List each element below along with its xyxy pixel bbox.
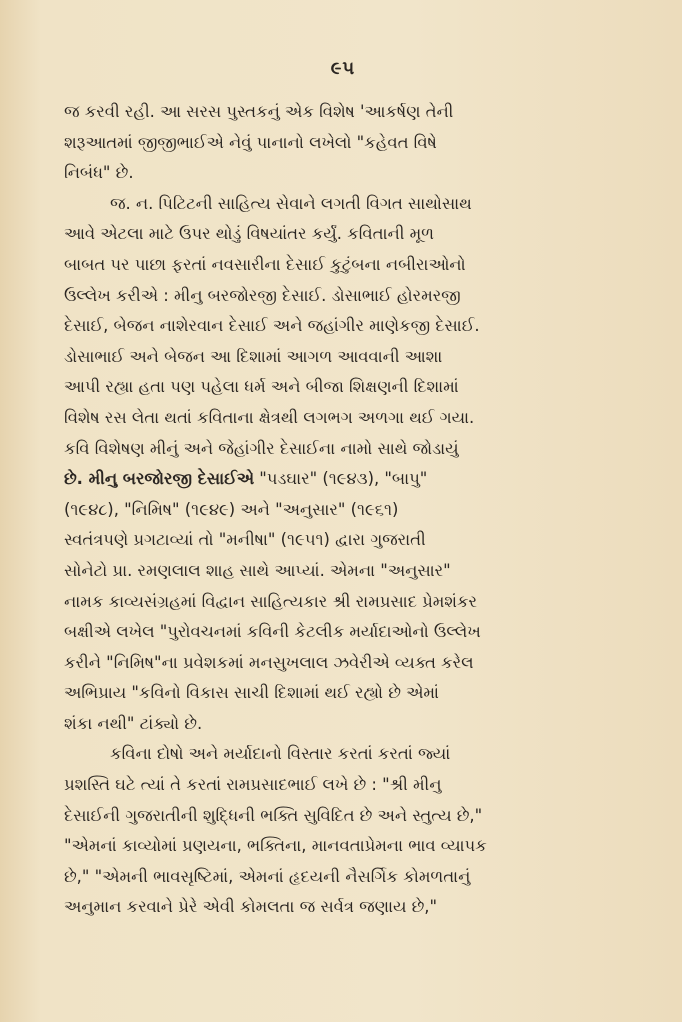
text-line: "એમનાં કાવ્યોમાં પ્રણયના, ભક્તિના, માનવતાપ્રેમના ભાવ વ્યાપક: [64, 836, 487, 856]
text-line: દેસાઈ, બેજન નાશેરવાન દેસાઈ અને જહાંગીર માણેકજી દેસાઈ.: [64, 316, 480, 336]
text-line: કવિ વિશેષણ મીનું અને જેહાંગીર દેસાઈના નામો સાથે જોડાયું: [64, 438, 459, 458]
text-line: શંકા નથી" ટાંક્યો છે.: [64, 713, 203, 733]
text-line: આવે એટલા માટે ઉપર થોડું વિષયાંતર કર્યું. કવિતાની મૂળ: [64, 224, 434, 244]
text-line: અભિપ્રાય "કવિનો વિકાસ સાચી દિશામાં થઈ રહ્યો છે એમાં: [64, 683, 439, 703]
text-line: (૧૯૪૮), "નિમિષ" (૧૯૪૯) અને "અનુસાર" (૧૯૬૧): [64, 499, 399, 519]
text-line: [64, 464, 622, 495]
body-text: [64, 97, 622, 923]
text-line: સોનેટો પ્રા. રમણલાલ શાહ સાથે આપ્યાં. એમના "અનુસાર": [64, 560, 451, 580]
paragraph-2: [64, 189, 622, 740]
text-line: બાબત પર પાછા ફરતાં નવસારીના દેસાઈ કુટુંબના નબીરાઓનો: [64, 254, 466, 274]
text-line: ઉલ્લેખ કરીએ : મીનુ બરજોરજી દેસાઈ. ડોસાભાઈ હોરમરજી: [64, 285, 461, 305]
text-line: કવિના દોષો અને મર્યાદાનો વિસ્તાર કરતાં કરતાં જ્યાં: [110, 744, 451, 764]
text-line: દેસાઈની ગુજરાતીની શુદ્ધિની ભક્તિ સુવિદિત છે અને સ્તુત્ય છે,": [64, 805, 483, 825]
paragraph-1: [64, 97, 622, 189]
text-line: બક્ષીએ લખેલ "પુરોવચનમાં કવિની કેટલીક મર્યાદાઓનો ઉલ્લેખ: [64, 622, 481, 642]
text-line: જ કરવી રહી. આ સરસ પુસ્તકનું એક વિશેષ 'આકર્ષણ તેની: [64, 102, 454, 121]
bold-lead-text: છે. મીનુ બરજોરજી દેસાઈએ: [64, 469, 255, 489]
text-line: આપી રહ્યા હતા પણ પહેલા ધર્મ અને બીજા શિક્ષણની દિશામાં: [64, 377, 459, 397]
text-line: જ. ન. પિટિટની સાહિત્ય સેવાને લગતી વિગત સાથોસાથ: [110, 193, 472, 213]
text-line: શરૂઆતમાં જીજીભાઈએ નેવું પાનાનો લખેલો "કહેવત વિષે: [64, 132, 437, 152]
text-line: નામક કાવ્યસંગ્રહમાં વિદ્વાન સાહિત્યકાર શ્રી રામપ્રસાદ પ્રેમશંકર: [64, 591, 477, 611]
text-line: અનુમાન કરવાને પ્રેરે એવી કોમલતા જ સર્વત્ર જણાય છે,": [64, 897, 438, 917]
text-line: સ્વતંત્રપણે પ્રગટાવ્યાં તો "મનીષા" (૧૯૫૧) દ્વારા ગુજરાતી: [64, 530, 426, 550]
paragraph-3: [64, 739, 622, 923]
text-line: ડોસાભાઈ અને બેજન આ દિશામાં આગળ આવવાની આશા: [64, 346, 443, 366]
text-line: વિશેષ રસ લેતા થતાં કવિતાના ક્ષેત્રથી લગભગ અળગા થઈ ગયા.: [64, 407, 475, 427]
text-line: નિબંધ" છે.: [64, 163, 134, 183]
text-line: છે," "એમની ભાવસૃષ્ટિમાં, એમનાં હૃદયની નૈસર્ગિક કોમળતાનું: [64, 866, 471, 886]
text-line: કરીને "નિમિષ"ના પ્રવેશકમાં મનસુખલાલ ઝવેરીએ વ્યક્ત કરેલ: [64, 652, 474, 672]
text-line: પ્રશસ્તિ ઘટે ત્યાં તે કરતાં રામપ્રસાદભાઈ લખે છે : "શ્રી મીનુ: [64, 775, 442, 795]
lead-rest-text: "પડઘાર" (૧૯૪૩), "બાપુ": [254, 469, 428, 489]
page-number: ૯૫: [330, 58, 356, 79]
